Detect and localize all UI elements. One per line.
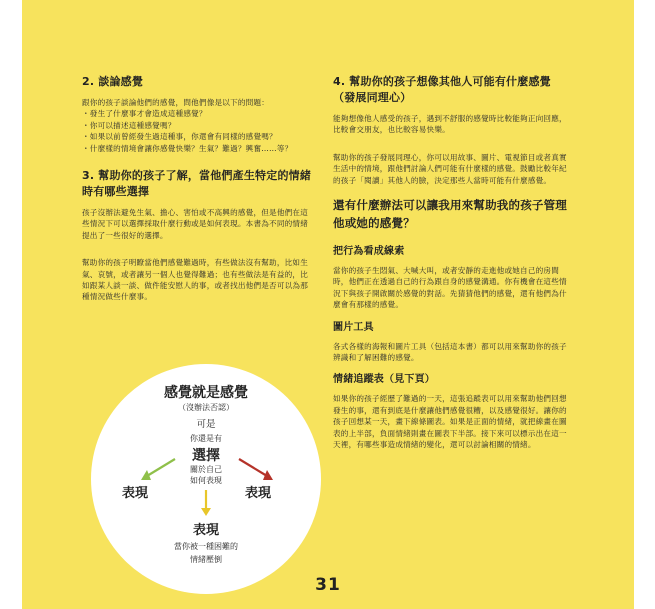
diagram-bottom-action: 表現: [192, 523, 219, 538]
subheading-picture-tools: 圖片工具: [333, 321, 374, 333]
question-item: ・ 什麼樣的情境會讓你感覺快樂？生氣？難過？興奮……等？: [82, 143, 312, 154]
diagram-choice: 選擇: [192, 448, 220, 464]
diagram-title: 感覺就是感覺: [164, 385, 248, 401]
diagram-you-have: 你還是有: [190, 434, 222, 443]
diagram-when: [91, 540, 321, 566]
emotion-tracker-paragraph: 如果你的孩子經歷了難過的一天，這張追蹤表可以用來幫助他們回想發生的事，還有到底是什麼讓他們感覺很糟，以及感覺很好。讓你的孩子回想某一天，畫下線條圖表。如果是正面的情緒，就把線畫在圖表的上半部，負面情緒則畫在圖表下半部。接下來可以標示出在這一天裡，有哪些事造成情緒的變化，還可以討論相關的情緒。: [333, 394, 567, 450]
arrow-down-head: [201, 508, 211, 516]
section-2-intro: 跟你的孩子談論他們的感覺，問他們像是以下的問題：: [82, 98, 270, 107]
question-heading: 還有什麼辦法可以讓我用來幫助我的孩子管理他或她的感覺？: [333, 198, 567, 231]
section-3-paragraph: 孩子沒辦法避免生氣、擔心、害怕或不高興的感覺，但是他們在這些情況下可以選擇採取什麼行動或是如何表現。本書為不同的情緒提出了一些很好的選擇。: [82, 208, 309, 240]
picture-tools-paragraph: 各式各樣的海報和圖片工具（包括這本書）都可以用來幫助你的孩子辨識和了解困難的感覺。: [333, 341, 567, 363]
subheading-emotion-tracker: 情緒追蹤表（見下頁）: [333, 374, 435, 386]
diagram-subtitle: （沒辦法否認）: [178, 403, 234, 412]
right-column: [333, 74, 573, 461]
diagram-about-line: 如何表現: [190, 476, 222, 485]
diagram-about-line: 關於自己: [190, 465, 222, 474]
choice-diagram: [91, 364, 321, 594]
question-item: ・ 你可以描述這種感覺嗎？: [82, 120, 312, 131]
diagram-left-action: 表現: [122, 486, 149, 501]
question-list: [82, 108, 312, 154]
diagram-when-line: 當你被一種困難的: [174, 542, 238, 551]
behavior-paragraph: 當你的孩子生悶氣、大喊大叫，或者安靜的走進他或她自己的房間時，他們正在透過自己的行為跟自身的感覺溝通。你有機會在這些情況下與孩子開啟關於感覺的對話。先猜猜他們的感覺，還有他們為什麼會有那樣的感覺。: [333, 266, 567, 310]
section-2-title: 2. 談論感覺: [82, 75, 144, 88]
diagram-when-line: 情緒壓倒: [190, 555, 222, 564]
left-column: [82, 74, 312, 313]
subheading-behavior: 把行為看成線索: [333, 246, 405, 258]
question-item: ・ 如果以前曾經發生過這種事，你還會有同樣的感覺嗎？: [82, 131, 312, 142]
book-page: [22, 0, 634, 609]
section-4-paragraph: 幫助你的孩子發展同理心，你可以用故事、圖片、電視節目或者真實生活中的情境，跟他們討論人們可能有什麼樣的感覺。鼓勵比較年紀的孩子「閱讀」其他人的臉，決定那些人當時可能有什麼感覺。: [333, 152, 567, 185]
question-item: ・ 發生了什麼事才會造成這種感覺？: [82, 108, 312, 119]
page-number: 31: [315, 575, 341, 595]
section-3-title: 3. 幫助你的孩子了解，當他們產生特定的情緒時有哪些選擇: [82, 169, 312, 199]
section-4-paragraph: 能夠想像他人感受的孩子，遇到不舒服的感覺時比較能夠正向回應，比較會交朋友，也比較容易快樂。: [333, 114, 567, 135]
section-3-paragraph: 幫助你的孩子明瞭當他們感覺難過時，有些做法沒有幫助，比如生氣、哀號，或者讓另一個人也覺得難過；也有些做法是有益的，比如跟某人談一談、做件能安慰人的事，或者找出他們是否可以為那種情況做些什麼事。: [82, 258, 309, 302]
diagram-right-action: 表現: [245, 486, 272, 501]
diagram-but: 可是: [196, 419, 216, 430]
section-4-title: 4. 幫助你的孩子想像其他人可能有什麼感覺（發展同理心）: [333, 75, 551, 104]
